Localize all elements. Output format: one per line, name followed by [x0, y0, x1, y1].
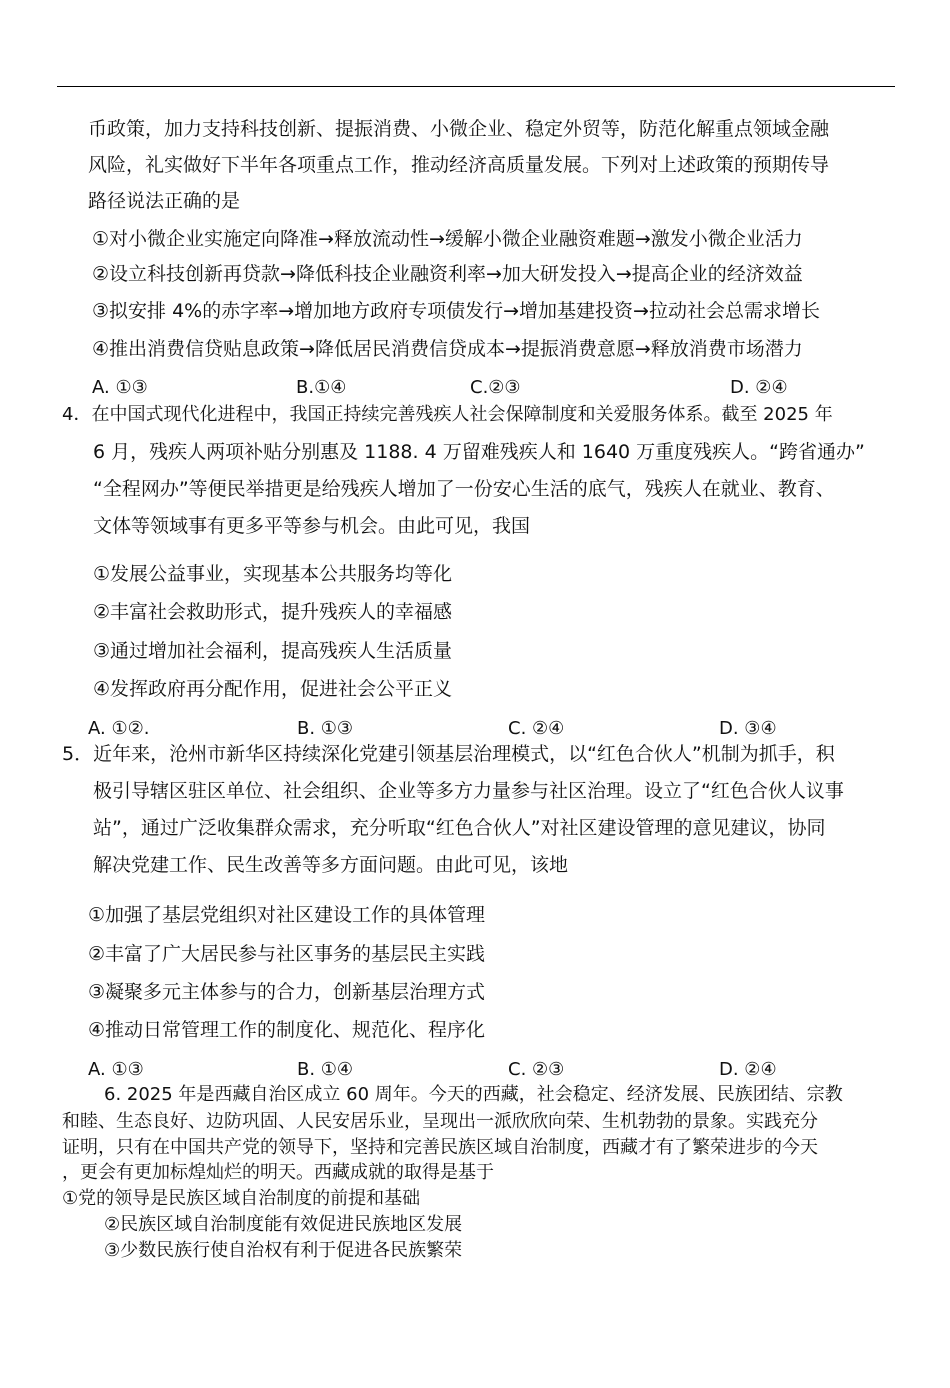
q5-option-d: D. ②④: [719, 1059, 777, 1080]
q4-item-3: ③通过增加社会福利，提高残疾人生活质量: [93, 640, 453, 662]
q4-item-1: ①发展公益事业，实现基本公共服务均等化: [93, 563, 453, 585]
header-rule: [57, 86, 895, 87]
q6-item-3: ③少数民族行使自治权有利于促进各民族繁荣: [104, 1240, 463, 1261]
q4-item-2: ②丰富社会救助形式，提升残疾人的幸福感: [93, 601, 453, 623]
q5-option-b: B. ①④: [297, 1059, 354, 1080]
q5-stem-line-4: 解决党建工作、民生改善等多方面问题。由此可见，该地: [93, 854, 569, 876]
q3-item-4: ④推出消费信贷贴息政策→降低居民消费信贷成本→提振消费意愿→释放消费市场潜力: [92, 338, 803, 360]
q4-stem-line-4: 文体等领域事有更多平等参与机会。由此可见，我国: [93, 515, 531, 537]
q3-option-d: D. ②④: [730, 377, 788, 398]
q6-stem-line-1: 6. 2025 年是西藏自治区成立 60 周年。今天的西藏，社会稳定、经济发展、民族团结、宗教: [104, 1084, 843, 1105]
q5-item-3: ③凝聚多元主体参与的合力，创新基层治理方式: [88, 981, 486, 1003]
q4-stem-line-1: 4．在中国式现代化进程中，我国正持续完善残疾人社会保障制度和关爱服务体系。截至 2025 年: [62, 404, 833, 425]
q6-item-2: ②民族区域自治制度能有效促进民族地区发展: [104, 1214, 463, 1235]
q4-stem-line-3: “全程网办”等便民举措更是给残疾人增加了一份安心生活的底气，残疾人在就业、教育、: [93, 478, 835, 500]
q6-stem-line-4: ，更会有更加标煌灿烂的明天。西藏成就的取得是基于: [62, 1162, 494, 1183]
q4-option-c: C. ②④: [508, 718, 565, 739]
q4-option-b: B. ①③: [297, 718, 354, 739]
q5-item-1: ①加强了基层党组织对社区建设工作的具体管理: [88, 904, 486, 926]
q5-stem-line-3: 站”，通过广泛收集群众需求，充分听取“红色合伙人”对社区建设管理的意见建议，协同: [93, 817, 826, 839]
q6-stem-line-2: 和睦、生态良好、边防巩固、人民安居乐业，呈现出一派欣欣向荣、生机勃勃的景象。实践充分: [62, 1111, 818, 1132]
q4-option-d: D. ③④: [719, 718, 777, 739]
q3-item-1: ①对小微企业实施定向降准→释放流动性→缓解小微企业融资难题→激发小微企业活力: [92, 228, 803, 250]
q6-item-1: ①党的领导是民族区域自治制度的前提和基础: [62, 1188, 421, 1209]
q5-item-2: ②丰富了广大居民参与社区事务的基层民主实践: [88, 943, 486, 965]
q3-stem-line-2: 风险，礼实做好下半年各项重点工作，推动经济高质量发展。下列对上述政策的预期传导: [88, 154, 830, 176]
q3-stem-line-1: 币政策，加力支持科技创新、提振消费、小微企业、稳定外贸等，防范化解重点领域金融: [88, 118, 830, 140]
q3-option-b: B.①④: [296, 377, 347, 398]
q4-item-4: ④发挥政府再分配作用，促进社会公平正义: [93, 678, 453, 700]
q4-option-a: A. ①②.: [88, 718, 150, 739]
q3-item-2: ②设立科技创新再贷款→降低科技企业融资利率→加大研发投入→提高企业的经济效益: [92, 263, 803, 285]
q3-stem-line-3: 路径说法正确的是: [88, 190, 241, 212]
q3-item-3: ③拟安排 4%的赤字率→增加地方政府专项债发行→增加基建投资→拉动社会总需求增长: [92, 300, 820, 322]
q6-stem-line-3: 证明，只有在中国共产党的领导下，坚持和完善民族区域自治制度，西藏才有了繁荣进步的今天: [62, 1137, 818, 1158]
q5-stem-line-1: 5．近年来，沧州市新华区持续深化党建引领基层治理模式，以“红色合伙人”机制为抓手，积: [62, 743, 835, 765]
q5-stem-line-2: 极引导辖区驻区单位、社会组织、企业等多方力量参与社区治理。设立了“红色合伙人议事: [93, 780, 844, 802]
q4-stem-line-2: 6 月，残疾人两项补贴分别惠及 1188. 4 万留难残疾人和 1640 万重度残疾人。“跨省通办”: [93, 441, 865, 463]
q3-option-c: C.②③: [470, 377, 521, 398]
q5-item-4: ④推动日常管理工作的制度化、规范化、程序化: [88, 1019, 486, 1041]
q3-option-a: A. ①③: [92, 377, 148, 398]
q5-option-c: C. ②③: [508, 1059, 565, 1080]
q5-option-a: A. ①③: [88, 1059, 144, 1080]
